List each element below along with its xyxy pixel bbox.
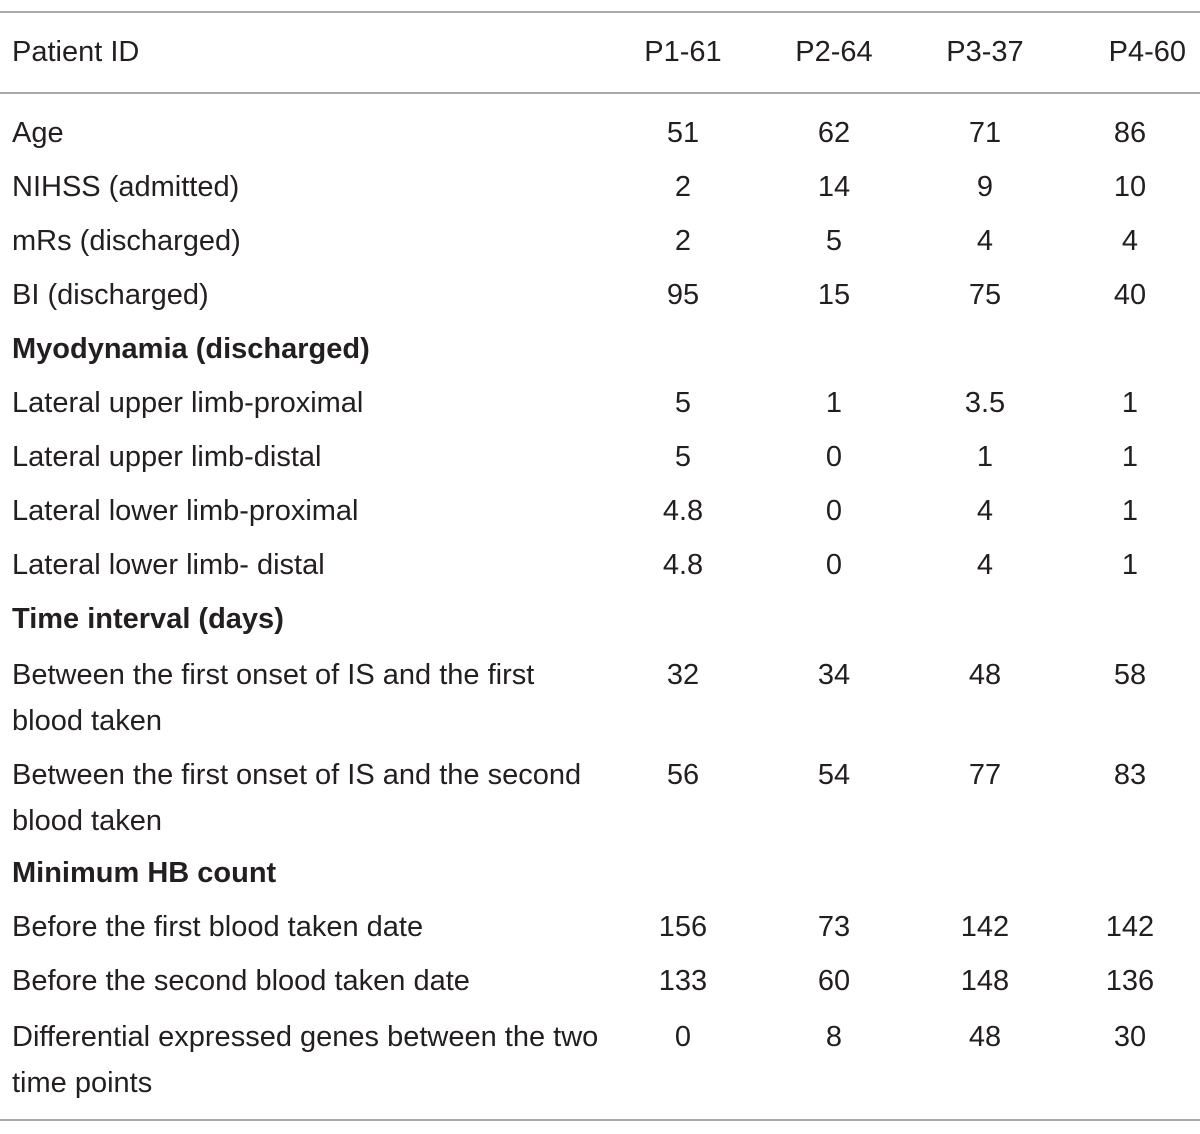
row-label: NIHSS (admitted) <box>12 171 240 203</box>
cell-p4: 4 <box>1121 225 1139 257</box>
section-row <box>0 328 1200 382</box>
cell-p2: 0 <box>825 495 843 527</box>
cell-p1: 2 <box>674 171 692 203</box>
row-label: Before the first blood taken date <box>12 911 424 943</box>
patient-table <box>0 13 1200 1114</box>
cell-p2: 62 <box>817 117 851 149</box>
table-row <box>0 960 1200 1014</box>
cell-p3: 4 <box>976 549 994 581</box>
section-label: Time interval (days) <box>12 603 284 635</box>
cell-p2: 54 <box>817 759 851 791</box>
section-row <box>0 852 1200 906</box>
cell-p3: 48 <box>968 659 1002 691</box>
cell-p4: 40 <box>1113 279 1147 311</box>
section-label: Myodynamia (discharged) <box>12 333 370 365</box>
cell-p1: 2 <box>674 225 692 257</box>
cell-p1: 0 <box>674 1021 692 1053</box>
cell-p1: 4.8 <box>662 495 704 527</box>
table-row <box>0 92 1200 166</box>
cell-p3: 1 <box>976 441 994 473</box>
cell-p4: 10 <box>1113 171 1147 203</box>
table-row <box>0 752 1200 852</box>
cell-p3: 75 <box>968 279 1002 311</box>
cell-p1: 51 <box>666 117 700 149</box>
table-row <box>0 1014 1200 1114</box>
cell-p2: 73 <box>817 911 851 943</box>
column-header-p2: P2-64 <box>795 36 873 68</box>
cell-p3: 4 <box>976 495 994 527</box>
table-row <box>0 220 1200 274</box>
cell-p4: 1 <box>1121 495 1139 527</box>
cell-p3: 77 <box>968 759 1002 791</box>
cell-p3: 48 <box>968 1021 1002 1053</box>
bottom-rule <box>0 1119 1200 1121</box>
header-row <box>0 13 1200 92</box>
row-label: Lateral lower limb- distal <box>12 549 325 581</box>
cell-p3: 142 <box>960 911 1010 943</box>
cell-p1: 32 <box>666 659 700 691</box>
table-body <box>0 92 1200 1114</box>
table-row <box>0 274 1200 328</box>
cell-p3: 148 <box>960 965 1010 997</box>
column-header-p1: P1-61 <box>644 36 722 68</box>
row-label: Between the first onset of IS and the first blood taken <box>12 659 535 737</box>
cell-p4: 136 <box>1105 965 1155 997</box>
cell-p1: 5 <box>674 387 692 419</box>
section-row <box>0 598 1200 652</box>
cell-p4: 83 <box>1113 759 1147 791</box>
cell-p4: 1 <box>1121 387 1139 419</box>
cell-p4: 58 <box>1113 659 1147 691</box>
table-row <box>0 166 1200 220</box>
cell-p4: 1 <box>1121 549 1139 581</box>
table-row <box>0 490 1200 544</box>
column-header-patient-id: Patient ID <box>12 36 140 68</box>
cell-p2: 60 <box>817 965 851 997</box>
cell-p1: 156 <box>658 911 708 943</box>
cell-p4: 1 <box>1121 441 1139 473</box>
cell-p1: 95 <box>666 279 700 311</box>
column-header-p3: P3-37 <box>946 36 1024 68</box>
cell-p2: 8 <box>825 1021 843 1053</box>
cell-p3: 9 <box>976 171 994 203</box>
cell-p3: 4 <box>976 225 994 257</box>
cell-p2: 5 <box>825 225 843 257</box>
row-label: Between the first onset of IS and the second blood taken <box>12 759 582 837</box>
table-row <box>0 436 1200 490</box>
row-label: Before the second blood taken date <box>12 965 470 997</box>
cell-p1: 133 <box>658 965 708 997</box>
cell-p2: 0 <box>825 441 843 473</box>
table-row <box>0 382 1200 436</box>
table-row <box>0 652 1200 752</box>
row-label: Lateral upper limb-distal <box>12 441 322 473</box>
cell-p2: 15 <box>817 279 851 311</box>
column-header-p4: P4-60 <box>1108 36 1186 68</box>
cell-p4: 142 <box>1105 911 1155 943</box>
cell-p3: 71 <box>968 117 1002 149</box>
cell-p1: 56 <box>666 759 700 791</box>
row-label: Differential expressed genes between the two time points <box>12 1021 599 1099</box>
cell-p2: 1 <box>825 387 843 419</box>
cell-p4: 86 <box>1113 117 1147 149</box>
cell-p2: 0 <box>825 549 843 581</box>
table-row <box>0 544 1200 598</box>
section-label: Minimum HB count <box>12 857 277 889</box>
row-label: mRs (discharged) <box>12 225 241 257</box>
row-label: Lateral lower limb-proximal <box>12 495 359 527</box>
row-label: BI (discharged) <box>12 279 209 311</box>
cell-p2: 14 <box>817 171 851 203</box>
cell-p1: 5 <box>674 441 692 473</box>
table-row <box>0 906 1200 960</box>
cell-p3: 3.5 <box>964 387 1006 419</box>
cell-p1: 4.8 <box>662 549 704 581</box>
row-label: Age <box>12 117 64 149</box>
cell-p2: 34 <box>817 659 851 691</box>
row-label: Lateral upper limb-proximal <box>12 387 364 419</box>
cell-p4: 30 <box>1113 1021 1147 1053</box>
